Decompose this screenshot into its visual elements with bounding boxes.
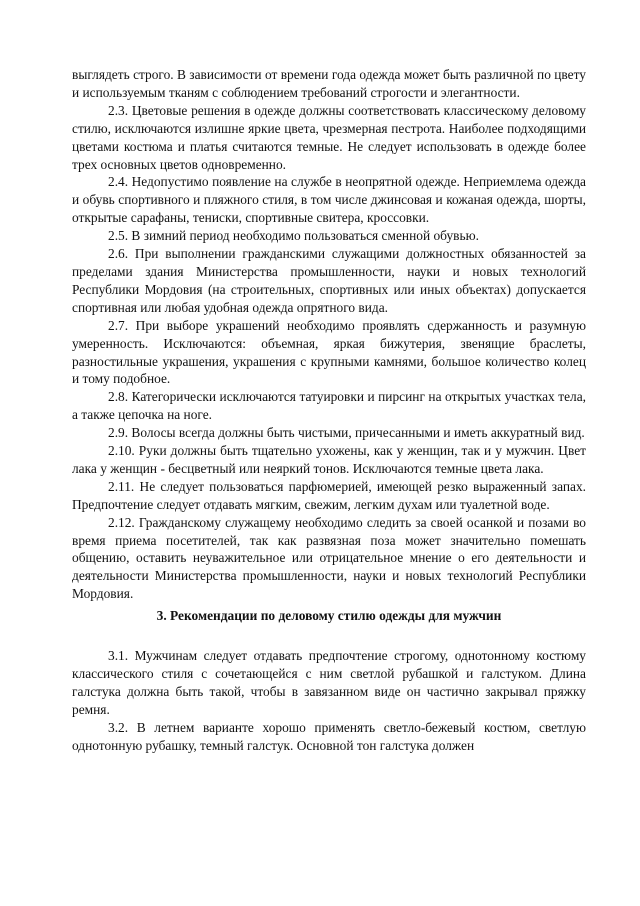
paragraph-2-5: 2.5. В зимний период необходимо пользоваться сменной обувью. [108, 228, 479, 244]
paragraph-2-7: 2.7. При выборе украшений необходимо проявлять сдержанность и разумную умеренность. Исключаются: объемная, яркая бижутерия, звенящие браслеты, разностильные украшения, украшения с крупными камнями, большое количество колец и тому подобное. [72, 317, 586, 387]
paragraph-2-6: 2.6. При выполнении гражданскими служащими должностных обязанностей за пределами здания Министерства промышленности, науки и новых технологий Республики Мордовия (на строительных, спортивных или иных объектах) допускается спортивная или любая удобная одежда опрятного вида. [72, 246, 586, 315]
paragraph-3-2: 3.2. В летнем варианте хорошо применять светло-бежевый костюм, светлую однотонную рубашку, темный галстук. Основной тон галстука должен [72, 719, 586, 753]
paragraphs-top [72, 66, 586, 603]
paragraphs-bottom [72, 647, 586, 754]
paragraph-2-11: 2.11. Не следует пользоваться парфюмерией, имеющей резко выраженный запах. Предпочтение следует отдавать мягким, свежим, легким духам или туалетной воде. [72, 478, 586, 512]
paragraph-2-9: 2.9. Волосы всегда должны быть чистыми, причесанными и иметь аккуратный вид. [108, 425, 585, 441]
paragraph-2-8: 2.8. Категорически исключаются татуировки и пирсинг на открытых участках тела, а также цепочка на ноге. [72, 389, 586, 423]
document-page [72, 66, 586, 755]
paragraph-2-10: 2.10. Руки должны быть тщательно ухожены, как у женщин, так и у мужчин. Цвет лака у женщин - бесцветный или неяркий тонов. Исключаются темные цвета лака. [72, 443, 586, 476]
section-heading: 3. Рекомендации по деловому стилю одежды для мужчин [156, 608, 502, 624]
paragraph-2-3: 2.3. Цветовые решения в одежде должны соответствовать классическому деловому стилю, исключаются излишне яркие цвета, чрезмерная пестрота. Наиболее подходящими цветами костюма и платья считаются темные. Не следует использовать в одежде более трех основных цветов одновременно. [72, 102, 586, 172]
paragraph-2-4: 2.4. Недопустимо появление на службе в неопрятной одежде. Неприемлема одежда и обувь спортивного и пляжного стиля, в том числе джинсовая и кожаная одежда, шорты, открытые сарафаны, тениски, спортивные свитера, кроссовки. [72, 174, 586, 226]
section-heading-wrap [72, 603, 586, 647]
paragraph-2-12: 2.12. Гражданскому служащему необходимо следить за своей осанкой и позами во время приема посетителей, так как развязная поза может значительно помешать общению, оставить неуважительное или отрицательное мнение о его деятельности и деятельности Министерства промышленности, науки и новых технологий Республики Мордовия. [72, 514, 586, 602]
paragraph-3-1: 3.1. Мужчинам следует отдавать предпочтение строгому, однотонному костюму классического стиля с сочетающейся с ним светлой рубашкой и галстуком. Длина галстука должна быть такой, чтобы в завязанном виде он частично закрывал пряжку ремня. [72, 648, 586, 717]
paragraph-continuation: выглядеть строго. В зависимости от времени года одежда может быть различной по цвету и используемым тканям с соблюдением требований строгости и элегантности. [72, 67, 586, 100]
